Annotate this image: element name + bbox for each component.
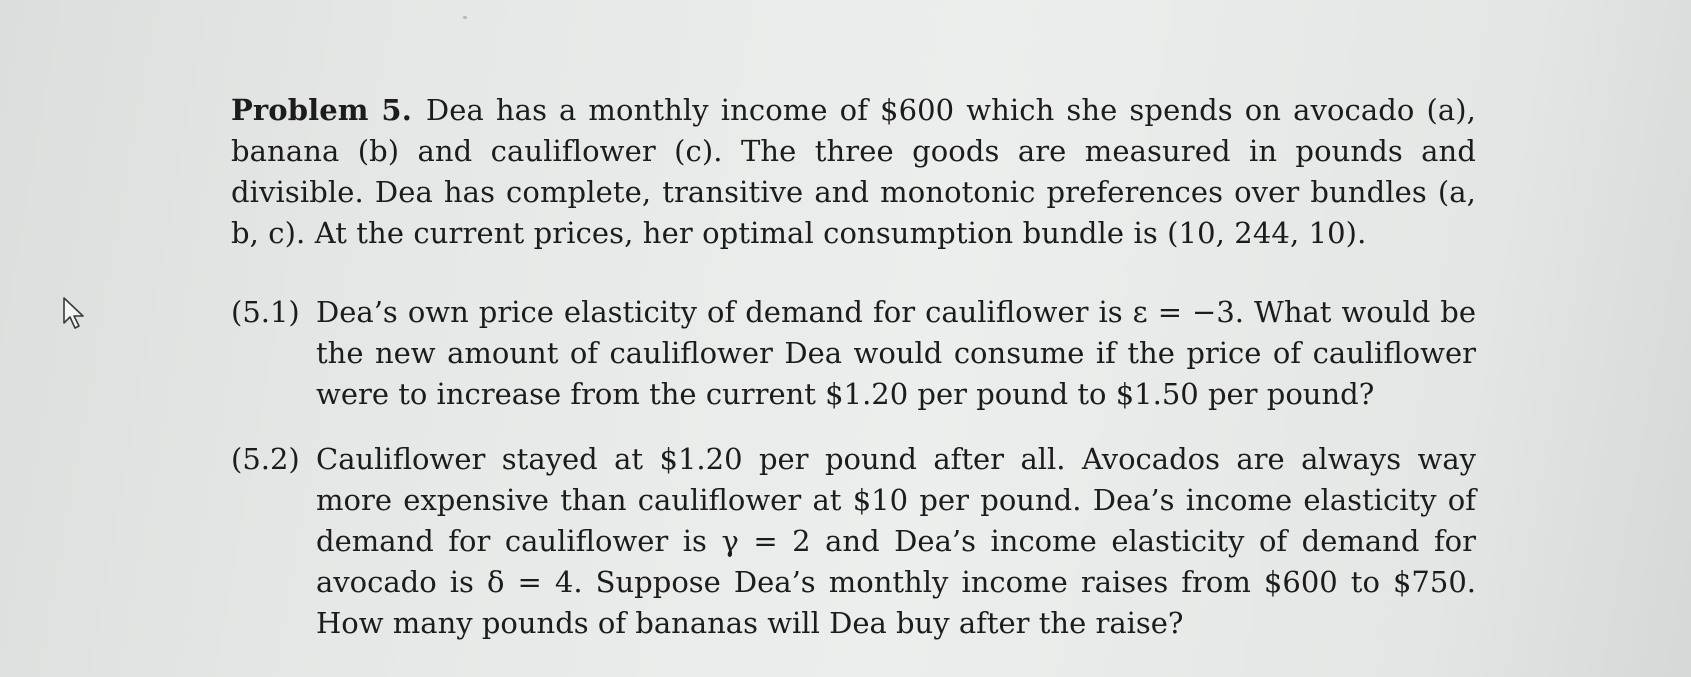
problem-label: Problem 5. [231,93,412,127]
problem-statement [231,90,1476,254]
part-text: Cauliflower stayed at $1.20 per pound after all. Avocados are always way more expensive than cauliflower at $10 per pound. Dea’s income elasticity of demand for cauliflower is γ = 2 and Dea’s income elasticity of demand for avocado is δ = 4. Suppose Dea’s monthly income raises from $600 to $750. How many pounds of bananas will Dea buy after the raise? [316,442,1476,640]
paper-speck [463,16,467,19]
problem-part-5-1 [231,292,1476,415]
part-text: Dea’s own price elasticity of demand for cauliflower is ε = −3. What would be the new amount of cauliflower Dea would consume if the price of cauliflower were to increase from the current $1.20 per pound to $1.50 per pound? [316,295,1476,411]
problem-text: Dea has a monthly income of $600 which she spends on avocado (a), banana (b) and cauliflower (c). The three goods are measured in pounds and divisible. Dea has complete, transitive and monotonic preferences over bundles (a, b, c). At the current prices, her optimal consumption bundle is (10, 244, 10). [231,93,1476,250]
problem-part-5-2 [231,439,1476,644]
part-number: (5.2) [231,442,300,476]
mouse-pointer-icon [62,296,90,332]
problem-parts [231,292,1476,668]
part-number: (5.1) [231,295,300,329]
